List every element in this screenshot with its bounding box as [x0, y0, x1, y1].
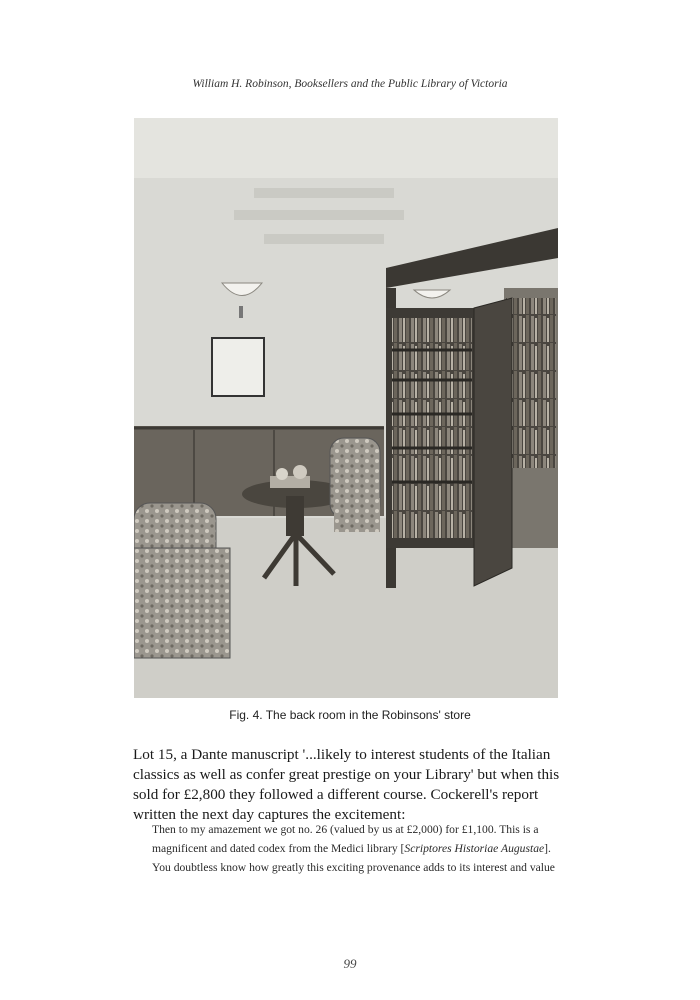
back-room-photo — [134, 118, 558, 698]
quote-text-2: ]. You doubtless know how greatly this exciting provenance adds to its interest and value — [152, 842, 555, 874]
running-head: William H. Robinson, Booksellers and the Public Library of Victoria — [192, 78, 508, 90]
page-number: 99 — [343, 956, 357, 971]
quote-italic-title: Scriptores Historiae Augustae — [404, 842, 545, 855]
quote-text-1: Then to my amazement we got no. 26 (valued by us at £2,000) for £1,100. This is a magnificent and dated codex from the Medici library [ — [152, 823, 539, 855]
block-quote — [152, 820, 572, 877]
body-paragraph: Lot 15, a Dante manuscript '...likely to interest students of the Italian classics as well as confer great prestige on your Library' but when this sold for £2,800 they followed a different course. Cockerell's report written the next day captures the excitement: — [133, 746, 560, 823]
figure-caption: Fig. 4. The back room in the Robinsons' store — [229, 708, 471, 722]
figure-photograph — [134, 118, 558, 698]
